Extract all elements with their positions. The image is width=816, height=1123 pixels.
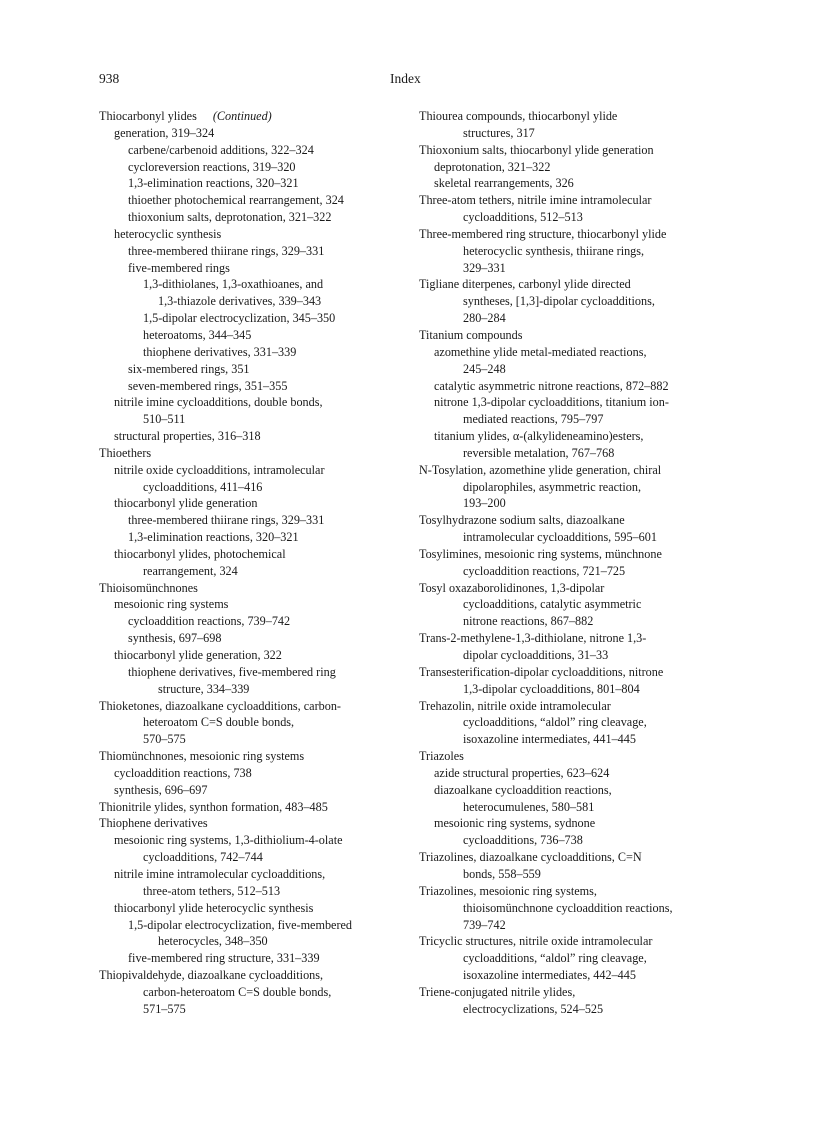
index-entry-text: Triene-conjugated nitrile ylides,: [419, 984, 576, 999]
index-entry: [419, 849, 729, 866]
index-entry-text: Thiocarbonyl ylides: [99, 109, 197, 123]
index-entry: [99, 546, 404, 563]
index-entry: [419, 563, 729, 580]
index-entry-text: Tosyl oxazaborolidinones, 1,3-dipolar: [419, 580, 605, 595]
index-entry-text: heterocycles, 348–350: [158, 934, 268, 949]
index-entry: [99, 900, 404, 917]
index-entry-text: 1,3-elimination reactions, 320–321: [128, 176, 299, 191]
index-entry-text: azomethine ylide metal-mediated reactions,: [434, 344, 647, 359]
index-entry: [419, 327, 729, 344]
index-entry: [419, 647, 729, 664]
index-entry: [419, 310, 729, 327]
index-entry: [419, 260, 729, 277]
index-entry-text: Tosylimines, mesoionic ring systems, münchnone: [419, 546, 662, 561]
index-entry: [99, 782, 404, 799]
index-entry: [419, 479, 729, 496]
index-entry: [99, 293, 404, 310]
index-entry-text: thioether photochemical rearrangement, 324: [128, 193, 344, 208]
index-entry: [419, 714, 729, 731]
index-entry: [99, 1001, 404, 1018]
index-entry: [99, 125, 404, 142]
index-entry: [419, 765, 729, 782]
index-entry-text: synthesis, 696–697: [114, 782, 208, 797]
index-entry: [99, 883, 404, 900]
index-entry-text: thiocarbonyl ylide heterocyclic synthesis: [114, 900, 314, 915]
index-entry: [419, 984, 729, 1001]
index-entry: [99, 917, 404, 934]
index-entry: [419, 782, 729, 799]
index-entry: [99, 984, 404, 1001]
index-entry: [419, 1001, 729, 1018]
index-entry-text: Tigliane diterpenes, carbonyl ylide directed: [419, 277, 631, 292]
index-entry: [419, 125, 729, 142]
index-entry: [419, 967, 729, 984]
index-entry: [419, 378, 729, 395]
index-entry-text: thiocarbonyl ylide generation: [114, 496, 258, 511]
index-entry-text: nitrile imine cycloadditions, double bonds,: [114, 395, 323, 410]
index-entry-text: 1,3-thiazole derivatives, 339–343: [158, 294, 322, 309]
index-entry: [419, 512, 729, 529]
index-entry: [99, 310, 404, 327]
index-entry-text: Thioketones, diazoalkane cycloadditions, carbon-: [99, 698, 341, 713]
index-entry: [99, 226, 404, 243]
index-entry-text: mediated reactions, 795–797: [463, 412, 604, 427]
index-entry-text: reversible metalation, 767–768: [463, 445, 615, 460]
index-entry: [419, 276, 729, 293]
index-entry: [419, 933, 729, 950]
index-entry: [99, 967, 404, 984]
index-entry: [99, 175, 404, 192]
index-entry: [99, 512, 404, 529]
index-entry-text: three-membered thiirane rings, 329–331: [128, 513, 325, 528]
index-entry-text: isoxazoline intermediates, 442–445: [463, 968, 636, 983]
index-entry-text: 329–331: [463, 260, 506, 275]
index-entry-text: Triazolines, diazoalkane cycloadditions, C=N: [419, 850, 642, 865]
index-entry: [99, 849, 404, 866]
index-entry-text: Thiophene derivatives: [99, 816, 208, 831]
index-entry-text: 1,3-dipolar cycloadditions, 801–804: [463, 681, 640, 696]
index-entry-text: heterocyclic synthesis: [114, 226, 222, 241]
index-entry-text: 570–575: [143, 732, 186, 747]
index-entry-text: thiocarbonyl ylide generation, 322: [114, 648, 282, 662]
index-entry: [419, 361, 729, 378]
index-entry: [419, 546, 729, 563]
index-entry: [99, 630, 404, 647]
index-entry-text: nitrile imine intramolecular cycloadditions,: [114, 866, 326, 881]
index-entry-text: cycloadditions, “aldol” ring cleavage,: [463, 951, 647, 966]
index-entry-text: cycloadditions, catalytic asymmetric: [463, 597, 642, 612]
index-entry: [99, 933, 404, 950]
index-entry-text: cycloaddition reactions, 738: [114, 765, 252, 780]
index-entry-text: mesoionic ring systems, 1,3-dithiolium-4-olate: [114, 833, 343, 848]
index-entry-text: Three-atom tethers, nitrile imine intramolecular: [419, 193, 652, 208]
index-entry-text: three-atom tethers, 512–513: [143, 883, 281, 898]
index-entry: [99, 647, 404, 664]
index-entry-text: Thioxonium salts, thiocarbonyl ylide generation: [419, 142, 654, 157]
index-entry-text: cycloadditions, 742–744: [143, 850, 263, 865]
index-entry: [99, 411, 404, 428]
index-entry-text: 739–742: [463, 917, 506, 932]
index-entry: [99, 681, 404, 698]
index-entry: [99, 276, 404, 293]
index-entry: [419, 192, 729, 209]
index-entry: [419, 394, 729, 411]
index-entry-text: syntheses, [1,3]-dipolar cycloadditions,: [463, 294, 655, 309]
index-entry-text: heteroatoms, 344–345: [143, 327, 252, 342]
index-entry: [99, 192, 404, 209]
index-entry-text: intramolecular cycloadditions, 595–601: [463, 530, 657, 545]
index-entry: [99, 765, 404, 782]
index-entry: [99, 815, 404, 832]
index-entry: [99, 159, 404, 176]
index-entry-text: cycloadditions, 512–513: [463, 210, 583, 225]
index-entry: [419, 226, 729, 243]
index-entry: [419, 832, 729, 849]
index-entry-text: structures, 317: [463, 125, 535, 140]
index-entry-text: structure, 334–339: [158, 681, 250, 696]
index-entry: [419, 462, 729, 479]
index-entry-text: synthesis, 697–698: [128, 631, 222, 646]
index-entry: [419, 344, 729, 361]
index-entry-text: nitrone reactions, 867–882: [463, 614, 594, 629]
index-entry: [99, 428, 404, 445]
index-entry-text: 193–200: [463, 496, 506, 511]
index-entry-text: cycloreversion reactions, 319–320: [128, 159, 296, 174]
index-entry-text: diazoalkane cycloaddition reactions,: [434, 782, 612, 797]
index-entry-text: three-membered thiirane rings, 329–331: [128, 243, 325, 258]
index-entry-text: 1,3-dithiolanes, 1,3-oxathioanes, and: [143, 277, 324, 292]
index-entry-text: titanium ylides, α-(alkylideneamino)esters,: [434, 429, 644, 444]
index-entry-text: Thiomünchnones, mesoionic ring systems: [99, 749, 305, 764]
index-entry: [99, 799, 404, 816]
index-entry: [99, 832, 404, 849]
index-entry-text: 280–284: [463, 311, 506, 326]
index-entry: [99, 479, 404, 496]
index-entry-text: generation, 319–324: [114, 125, 215, 140]
index-entry-text: Thioisomünchnones: [99, 580, 198, 595]
index-entry: [99, 563, 404, 580]
index-entry: [419, 664, 729, 681]
index-entry: [99, 950, 404, 967]
index-entry: [99, 260, 404, 277]
index-column-left: [99, 108, 404, 1018]
index-entry-text: Tosylhydrazone sodium salts, diazoalkane: [419, 513, 625, 528]
index-entry: [419, 495, 729, 512]
index-entry-text: five-membered rings: [128, 260, 230, 275]
index-entry: [99, 445, 404, 462]
index-entry: [419, 529, 729, 546]
index-entry: [419, 411, 729, 428]
index-entry-text: heteroatom C=S double bonds,: [143, 715, 295, 730]
index-entry: [99, 378, 404, 395]
index-entry-text: heterocumulenes, 580–581: [463, 799, 595, 814]
index-entry-text: 510–511: [143, 412, 186, 427]
index-entry-text: dipolar cycloadditions, 31–33: [463, 648, 609, 662]
index-entry: [99, 394, 404, 411]
index-entry: [99, 209, 404, 226]
index-entry: [419, 159, 729, 176]
index-entry-text: carbon-heteroatom C=S double bonds,: [143, 984, 332, 999]
index-entry-text: mesoionic ring systems, sydnone: [434, 816, 596, 831]
index-entry: [99, 580, 404, 597]
index-entry-text: electrocyclizations, 524–525: [463, 1001, 604, 1016]
index-entry-text: cycloaddition reactions, 739–742: [128, 614, 291, 629]
index-entry-text: thioxonium salts, deprotonation, 321–322: [128, 210, 332, 225]
index-entry: [99, 529, 404, 546]
index-entry: [419, 748, 729, 765]
index-entry-text: thiophene derivatives, 331–339: [143, 344, 297, 359]
index-entry: [419, 613, 729, 630]
continued-label: (Continued): [212, 109, 272, 123]
index-entry: [99, 462, 404, 479]
index-entry: [419, 596, 729, 613]
index-entry-text: cycloaddition reactions, 721–725: [463, 563, 626, 578]
index-entry: [419, 950, 729, 967]
index-entry: [419, 900, 729, 917]
index-entry-text: Trehazolin, nitrile oxide intramolecular: [419, 698, 611, 713]
index-entry-text: thiocarbonyl ylides, photochemical: [114, 546, 286, 561]
page-number: 938: [99, 71, 120, 86]
index-entry-text: Thiopivaldehyde, diazoalkane cycloadditions,: [99, 968, 324, 983]
index-entry-text: isoxazoline intermediates, 441–445: [463, 732, 636, 747]
index-entry-text: thiophene derivatives, five-membered ring: [128, 664, 336, 679]
index-entry: [99, 142, 404, 159]
index-entry: [99, 866, 404, 883]
index-entry-text: Triazoles: [419, 749, 464, 764]
index-entry-text: five-membered ring structure, 331–339: [128, 951, 320, 966]
running-title: Index: [390, 71, 421, 86]
index-entry-text: thioisomünchnone cycloaddition reactions,: [463, 900, 673, 915]
index-entry: [419, 580, 729, 597]
index-entry-text: 1,5-dipolar electrocyclization, 345–350: [143, 311, 336, 326]
index-entry: [419, 698, 729, 715]
index-entry: [419, 917, 729, 934]
index-entry-text: mesoionic ring systems: [114, 597, 229, 612]
index-entry: [99, 108, 404, 125]
index-entry-text: deprotonation, 321–322: [434, 159, 551, 174]
index-entry-text: Thioethers: [99, 445, 152, 460]
index-entry-text: azide structural properties, 623–624: [434, 765, 610, 780]
index-entry-text: nitrone 1,3-dipolar cycloadditions, titanium ion-: [434, 395, 669, 410]
index-entry-text: Triazolines, mesoionic ring systems,: [419, 883, 597, 898]
index-entry-text: carbene/carbenoid additions, 322–324: [128, 142, 314, 157]
index-entry: [419, 883, 729, 900]
index-entry: [99, 596, 404, 613]
index-entry-text: 1,3-elimination reactions, 320–321: [128, 530, 299, 545]
index-entry-text: structural properties, 316–318: [114, 429, 261, 444]
index-entry-text: Tricyclic structures, nitrile oxide intramolecular: [419, 934, 653, 949]
index-entry: [99, 344, 404, 361]
index-entry: [99, 243, 404, 260]
index-entry-text: nitrile oxide cycloadditions, intramolecular: [114, 462, 325, 477]
index-entry-text: Trans-2-methylene-1,3-dithiolane, nitrone 1,3-: [419, 631, 647, 646]
index-entry-text: rearrangement, 324: [143, 563, 238, 578]
index-entry-text: Three-membered ring structure, thiocarbonyl ylide: [419, 226, 667, 241]
index-entry-text: 571–575: [143, 1001, 186, 1016]
index-entry: [419, 445, 729, 462]
index-entry: [419, 243, 729, 260]
index-entry: [99, 495, 404, 512]
index-entry: [419, 799, 729, 816]
index-entry-text: Thiourea compounds, thiocarbonyl ylide: [419, 109, 618, 123]
index-entry: [419, 815, 729, 832]
index-entry-text: six-membered rings, 351: [128, 361, 250, 376]
index-entry-text: cycloadditions, 736–738: [463, 833, 583, 848]
index-entry: [99, 714, 404, 731]
index-entry: [419, 681, 729, 698]
index-entry: [419, 731, 729, 748]
index-entry-text: Transesterification-dipolar cycloadditions, nitrone: [419, 664, 664, 679]
index-entry: [99, 748, 404, 765]
index-column-right: [419, 108, 729, 1018]
index-entry-text: skeletal rearrangements, 326: [434, 176, 574, 191]
page-header: [0, 71, 816, 91]
index-entry: [419, 293, 729, 310]
index-entry-text: 1,5-dipolar electrocyclization, five-membered: [128, 917, 353, 932]
index-entry: [99, 731, 404, 748]
index-entry: [99, 613, 404, 630]
index-entry-text: bonds, 558–559: [463, 866, 541, 881]
index-entry-text: seven-membered rings, 351–355: [128, 378, 288, 393]
index-entry: [99, 698, 404, 715]
index-entry-text: Thionitrile ylides, synthon formation, 483–485: [99, 799, 328, 814]
index-entry-text: dipolarophiles, asymmetric reaction,: [463, 479, 642, 494]
index-entry-text: cycloadditions, “aldol” ring cleavage,: [463, 715, 647, 730]
index-entry-text: Titanium compounds: [419, 327, 523, 342]
index-entry: [419, 142, 729, 159]
index-entry: [419, 428, 729, 445]
index-entry-text: heterocyclic synthesis, thiirane rings,: [463, 243, 645, 258]
index-entry-text: catalytic asymmetric nitrone reactions, 872–882: [434, 378, 669, 393]
index-entry: [99, 327, 404, 344]
index-entry: [419, 209, 729, 226]
index-entry-text: 245–248: [463, 361, 506, 376]
index-entry: [99, 361, 404, 378]
index-entry: [99, 664, 404, 681]
index-entry-text: N-Tosylation, azomethine ylide generation, chiral: [419, 462, 662, 477]
index-entry: [419, 175, 729, 192]
index-entry-text: cycloadditions, 411–416: [143, 479, 263, 494]
index-entry: [419, 866, 729, 883]
index-entry: [419, 108, 729, 125]
index-entry: [419, 630, 729, 647]
